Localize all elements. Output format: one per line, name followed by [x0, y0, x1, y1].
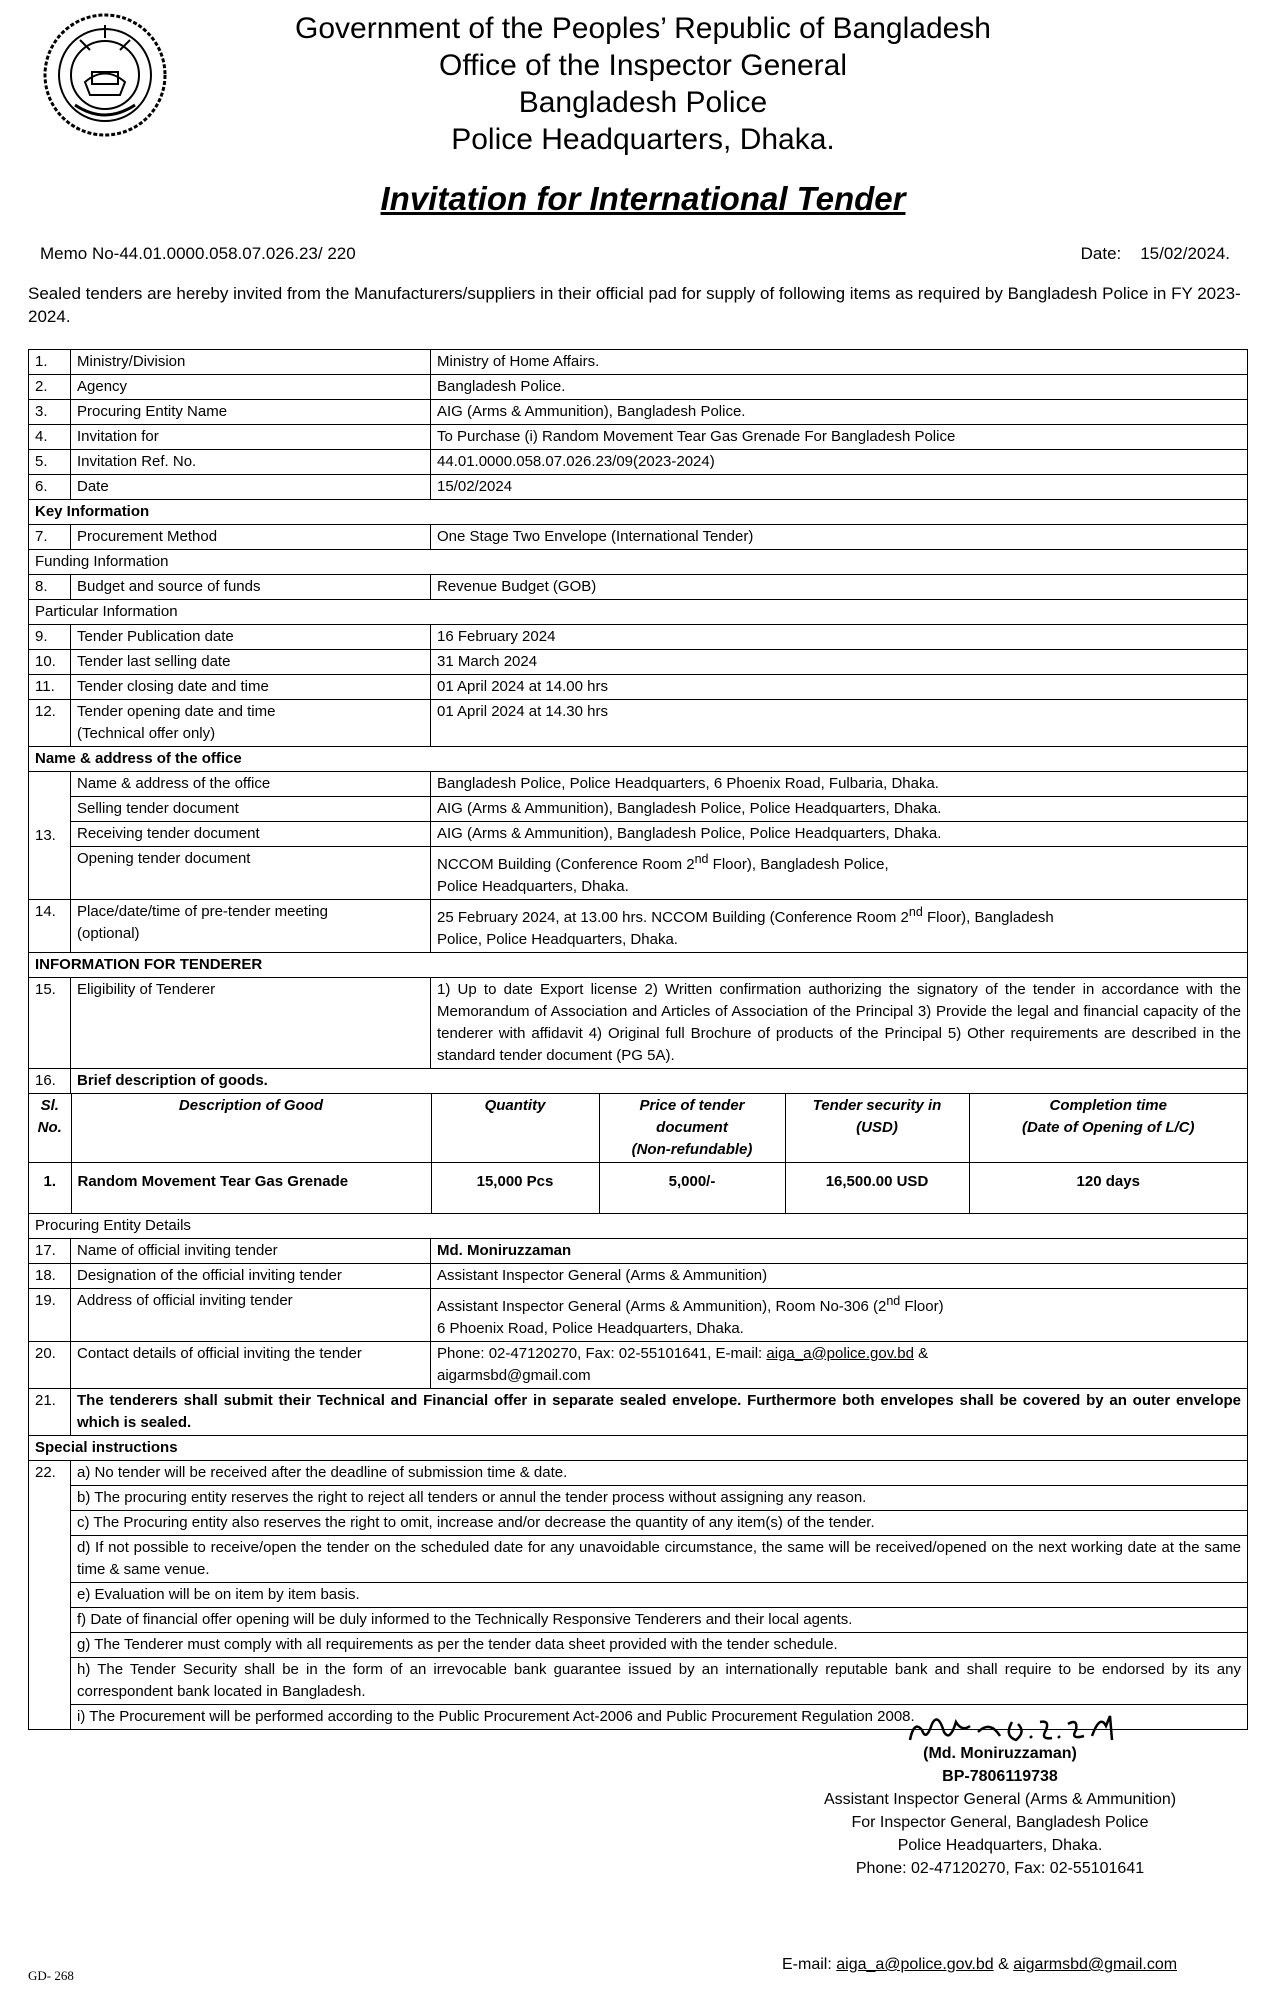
row-value	[431, 1341, 1248, 1388]
row-label-line: Place/date/time of pre-tender meeting	[77, 903, 328, 920]
instruction-item: c) The Procuring entity also reserves the right to omit, increase and/or decrease the quantity of any item(s) of the tender.	[71, 1510, 1248, 1535]
section-heading: Name & address of the office	[29, 747, 1248, 772]
row-label: Tender closing date and time	[71, 675, 431, 700]
table-row	[29, 475, 1248, 500]
header-line: No.	[37, 1119, 62, 1136]
row-label: Procuring Entity Name	[71, 400, 431, 425]
row-label: Invitation Ref. No.	[71, 450, 431, 475]
office-line: Office of the Inspector General	[438, 49, 847, 82]
table-row	[29, 822, 1248, 847]
table-row	[29, 625, 1248, 650]
value-text: Floor), Bangladesh Police,	[708, 856, 889, 873]
section-row	[29, 1213, 1248, 1238]
header-line: document	[656, 1119, 728, 1136]
row-number: 4.	[29, 425, 71, 450]
email-link[interactable]: aiga_a@police.gov.bd	[836, 1956, 994, 1973]
row-value: 44.01.0000.058.07.026.23/09(2023-2024)	[431, 450, 1248, 475]
row-label: Eligibility of Tenderer	[71, 978, 431, 1069]
goods-row	[29, 1094, 1248, 1214]
intro-paragraph: Sealed tenders are hereby invited from the Manufacturers/suppliers in their official pad for supply of following items as required by Bangladesh Police in FY 2023-2024.	[28, 284, 1241, 326]
item-description: Random Movement Tear Gas Grenade	[71, 1163, 431, 1213]
instruction-item: i) The Procurement will be performed according to the Public Procurement Act-2006 and Public Procurement Regulation 2008.	[71, 1704, 1248, 1729]
section-heading: Special instructions	[29, 1435, 1248, 1460]
signatory-for: For Inspector General, Bangladesh Police	[851, 1814, 1149, 1831]
row-value: Assistant Inspector General (Arms & Ammunition)	[431, 1263, 1248, 1288]
header-line: (USD)	[856, 1119, 898, 1136]
value-text: 6 Phoenix Road, Police Headquarters, Dhaka.	[437, 1319, 744, 1337]
row-value: Revenue Budget (GOB)	[431, 575, 1248, 600]
row-value: Md. Moniruzzaman	[431, 1238, 1248, 1263]
superscript: nd	[908, 905, 923, 919]
table-row	[29, 797, 1248, 822]
table-row	[29, 1657, 1248, 1704]
table-row	[29, 1510, 1248, 1535]
header-line: Tender security in	[812, 1097, 942, 1114]
row-number: 3.	[29, 400, 71, 425]
table-row	[29, 847, 1248, 900]
header-line: Price of tender	[639, 1097, 745, 1114]
row-number: 11.	[29, 675, 71, 700]
value-text: Police, Police Headquarters, Dhaka.	[437, 931, 678, 948]
value-text: Assistant Inspector General (Arms & Ammunition), Room No-306 (2	[437, 1297, 887, 1315]
row-label: Budget and source of funds	[71, 575, 431, 600]
security-header	[785, 1094, 969, 1163]
row-label	[71, 900, 431, 953]
row-value: 01 April 2024 at 14.00 hrs	[431, 675, 1248, 700]
row-label-line: Tender opening date and time	[77, 703, 276, 720]
date-label: Date:	[1080, 244, 1122, 263]
item-security: 16,500.00 USD	[785, 1163, 969, 1213]
email-link[interactable]: aiga_a@police.gov.bd	[766, 1344, 914, 1362]
table-row	[29, 525, 1248, 550]
row-value: 1) Up to date Export license 2) Written confirmation authorizing the signatory of the tender in accordance with the Memorandum of Association and Articles of Association of the Principal 3) Provide the legal and financial capacity of the tenderer with affidavit 4) Original full Brochure of products of the Principal 5) Other requirements are described in the standard tender document (PG 5A).	[431, 978, 1248, 1069]
sl-header	[29, 1094, 71, 1163]
goods-header-row	[29, 1094, 1247, 1163]
tender-table	[28, 349, 1248, 1730]
row-number: 7.	[29, 525, 71, 550]
item-price: 5,000/-	[599, 1163, 785, 1213]
table-row	[29, 375, 1248, 400]
description-header: Description of Good	[71, 1094, 431, 1163]
row-value: The tenderers shall submit their Technical and Financial offer in separate sealed envelope. Furthermore both envelopes shall be covered by an outer envelope which is sealed.	[71, 1388, 1248, 1435]
row-number: 19.	[29, 1288, 71, 1341]
row-number: 15.	[29, 978, 71, 1069]
value-text: &	[913, 1344, 929, 1362]
section-row	[29, 500, 1248, 525]
row-value: 16 February 2024	[431, 625, 1248, 650]
row-label: Ministry/Division	[71, 350, 431, 375]
instruction-item: f) Date of financial offer opening will be duly informed to the Technically Responsive Tenderers and their local agents.	[71, 1607, 1248, 1632]
section-row	[29, 1435, 1248, 1460]
row-number: 1.	[29, 350, 71, 375]
header-line: Completion time	[1049, 1097, 1167, 1114]
instruction-item: e) Evaluation will be on item by item basis.	[71, 1582, 1248, 1607]
row-label: Designation of the official inviting tender	[71, 1263, 431, 1288]
memo-date	[1081, 244, 1230, 264]
price-header	[599, 1094, 785, 1163]
table-row	[29, 1632, 1248, 1657]
section-heading: Key Information	[29, 500, 1248, 525]
email-link[interactable]: aigarmsbd@gmail.com	[437, 1366, 591, 1384]
section-heading: Funding Information	[29, 550, 1248, 575]
section-row	[29, 747, 1248, 772]
row-number: 12.	[29, 700, 71, 747]
header-line: (Date of Opening of L/C)	[1022, 1119, 1195, 1136]
memo-number: Memo No-44.01.0000.058.07.026.23/ 220	[40, 244, 356, 263]
value-text: Floor), Bangladesh	[922, 909, 1054, 926]
goods-item-row	[29, 1163, 1247, 1213]
row-number: 16.	[29, 1069, 71, 1094]
value-text: Phone: 02-47120270, Fax: 02-55101641, E-mail:	[437, 1344, 767, 1362]
goods-table	[29, 1094, 1247, 1213]
row-number: 20.	[29, 1341, 71, 1388]
row-number: 17.	[29, 1238, 71, 1263]
row-label-line: (optional)	[77, 925, 140, 942]
instruction-item: a) No tender will be received after the deadline of submission time & date.	[71, 1460, 1248, 1485]
value-text: 25 February 2024, at 13.00 hrs. NCCOM Building (Conference Room 2	[437, 909, 909, 926]
header-line: Sl.	[40, 1097, 59, 1114]
row-label: Tender last selling date	[71, 650, 431, 675]
email-separator: &	[993, 1956, 1014, 1973]
row-number: 6.	[29, 475, 71, 500]
table-row	[29, 450, 1248, 475]
row-label: Address of official inviting tender	[71, 1288, 431, 1341]
table-row	[29, 1485, 1248, 1510]
table-row	[29, 1288, 1248, 1341]
row-label: Contact details of official inviting the tender	[71, 1341, 431, 1388]
row-number: 2.	[29, 375, 71, 400]
footer-code: GD- 268	[28, 1968, 74, 1983]
row-number: 9.	[29, 625, 71, 650]
row-number: 8.	[29, 575, 71, 600]
completion-header	[969, 1094, 1247, 1163]
signature-block	[760, 1742, 1240, 1880]
row-value: AIG (Arms & Ammunition), Bangladesh Police.	[431, 400, 1248, 425]
table-row	[29, 700, 1248, 747]
row-value: 15/02/2024	[431, 475, 1248, 500]
table-row	[29, 900, 1248, 953]
table-row	[29, 425, 1248, 450]
hq-line: Police Headquarters, Dhaka.	[451, 123, 835, 156]
instruction-item: g) The Tenderer must comply with all requirements as per the tender data sheet provided with the tender schedule.	[71, 1632, 1248, 1657]
quantity-header: Quantity	[431, 1094, 599, 1163]
table-row	[29, 675, 1248, 700]
table-row	[29, 400, 1248, 425]
row-label: Opening tender document	[71, 847, 431, 900]
table-row	[29, 1582, 1248, 1607]
signatory-designation: Assistant Inspector General (Arms & Ammunition)	[823, 1791, 1177, 1808]
table-row	[29, 1263, 1248, 1288]
table-row	[29, 1238, 1248, 1263]
row-value: 01 April 2024 at 14.30 hrs	[431, 700, 1248, 747]
row-value: Ministry of Home Affairs.	[431, 350, 1248, 375]
table-row	[29, 1341, 1248, 1388]
row-label: Name & address of the office	[71, 772, 431, 797]
gov-line: Government of the Peoples’ Republic of Bangladesh	[295, 12, 991, 45]
table-row	[29, 650, 1248, 675]
section-heading: Particular Information	[29, 600, 1248, 625]
row-label: Invitation for	[71, 425, 431, 450]
superscript: nd	[694, 852, 709, 866]
row-value	[431, 900, 1248, 953]
row-label	[71, 700, 431, 747]
letterhead	[0, 6, 1286, 206]
goods-cell	[29, 1094, 1248, 1214]
table-row	[29, 1388, 1248, 1435]
header-line: (Non-refundable)	[631, 1141, 753, 1158]
agency-line: Bangladesh Police	[518, 86, 768, 119]
section-row	[29, 953, 1248, 978]
instruction-item: h) The Tender Security shall be in the form of an irrevocable bank guarantee issued by an internationally reputable bank and shall require to be endorsed by its any correspondent bank located in Bangladesh.	[71, 1657, 1248, 1704]
row-label: Procurement Method	[71, 525, 431, 550]
signatory-name: (Md. Moniruzzaman)	[923, 1745, 1077, 1762]
signatory-phone: Phone: 02-47120270, Fax: 02-55101641	[855, 1860, 1145, 1877]
item-completion: 120 days	[969, 1163, 1247, 1213]
table-row	[29, 350, 1248, 375]
value-text: Police Headquarters, Dhaka.	[437, 878, 629, 895]
signatory-bp: BP-7806119738	[942, 1768, 1058, 1785]
signatory-address: Police Headquarters, Dhaka.	[897, 1837, 1103, 1854]
section-row	[29, 600, 1248, 625]
row-value: 31 March 2024	[431, 650, 1248, 675]
table-row	[29, 1069, 1248, 1094]
row-number: 21.	[29, 1388, 71, 1435]
row-value: AIG (Arms & Ammunition), Bangladesh Police, Police Headquarters, Dhaka.	[431, 822, 1248, 847]
row-label: Name of official inviting tender	[71, 1238, 431, 1263]
row-value: To Purchase (i) Random Movement Tear Gas Grenade For Bangladesh Police	[431, 425, 1248, 450]
email-label: E-mail:	[782, 1956, 837, 1973]
document-title: Invitation for International Tender	[380, 180, 906, 217]
row-label-line: (Technical offer only)	[77, 725, 216, 742]
table-row	[29, 1460, 1248, 1485]
table-row	[29, 575, 1248, 600]
instruction-item: b) The procuring entity reserves the right to reject all tenders or annul the tender process without assigning any reason.	[71, 1485, 1248, 1510]
table-row	[29, 1607, 1248, 1632]
signatory-email	[782, 1956, 1177, 1974]
row-value: Bangladesh Police, Police Headquarters, 6 Phoenix Road, Fulbaria, Dhaka.	[431, 772, 1248, 797]
row-value	[431, 1288, 1248, 1341]
row-number: 13.	[29, 772, 71, 900]
row-label: Tender Publication date	[71, 625, 431, 650]
row-value: One Stage Two Envelope (International Tender)	[431, 525, 1248, 550]
row-label: Selling tender document	[71, 797, 431, 822]
row-value: Bangladesh Police.	[431, 375, 1248, 400]
letterhead-lines	[0, 10, 1286, 158]
instruction-item: d) If not possible to receive/open the tender on the scheduled date for any unavoidable circumstance, the same will be received/opened on the next working date at the same time & same venue.	[71, 1535, 1248, 1582]
value-text: NCCOM Building (Conference Room 2	[437, 856, 695, 873]
row-value	[431, 847, 1248, 900]
row-number: 5.	[29, 450, 71, 475]
table-row	[29, 772, 1248, 797]
row-number: 18.	[29, 1263, 71, 1288]
email-link[interactable]: aigarmsbd@gmail.com	[1013, 1956, 1178, 1973]
row-label: Date	[71, 475, 431, 500]
row-label: Brief description of goods.	[71, 1069, 1248, 1094]
value-text: Floor)	[900, 1297, 944, 1315]
table-row	[29, 1535, 1248, 1582]
row-value: AIG (Arms & Ammunition), Bangladesh Police, Police Headquarters, Dhaka.	[431, 797, 1248, 822]
row-label: Agency	[71, 375, 431, 400]
superscript: nd	[886, 1293, 901, 1308]
section-heading: INFORMATION FOR TENDERER	[29, 953, 1248, 978]
row-label: Receiving tender document	[71, 822, 431, 847]
row-number: 10.	[29, 650, 71, 675]
section-row	[29, 550, 1248, 575]
row-number: 22.	[29, 1460, 71, 1729]
item-quantity: 15,000 Pcs	[431, 1163, 599, 1213]
section-heading: Procuring Entity Details	[29, 1213, 1248, 1238]
date-value: 15/02/2024.	[1140, 244, 1230, 263]
table-row	[29, 978, 1248, 1069]
item-sl: 1.	[29, 1163, 71, 1213]
row-number: 14.	[29, 900, 71, 953]
